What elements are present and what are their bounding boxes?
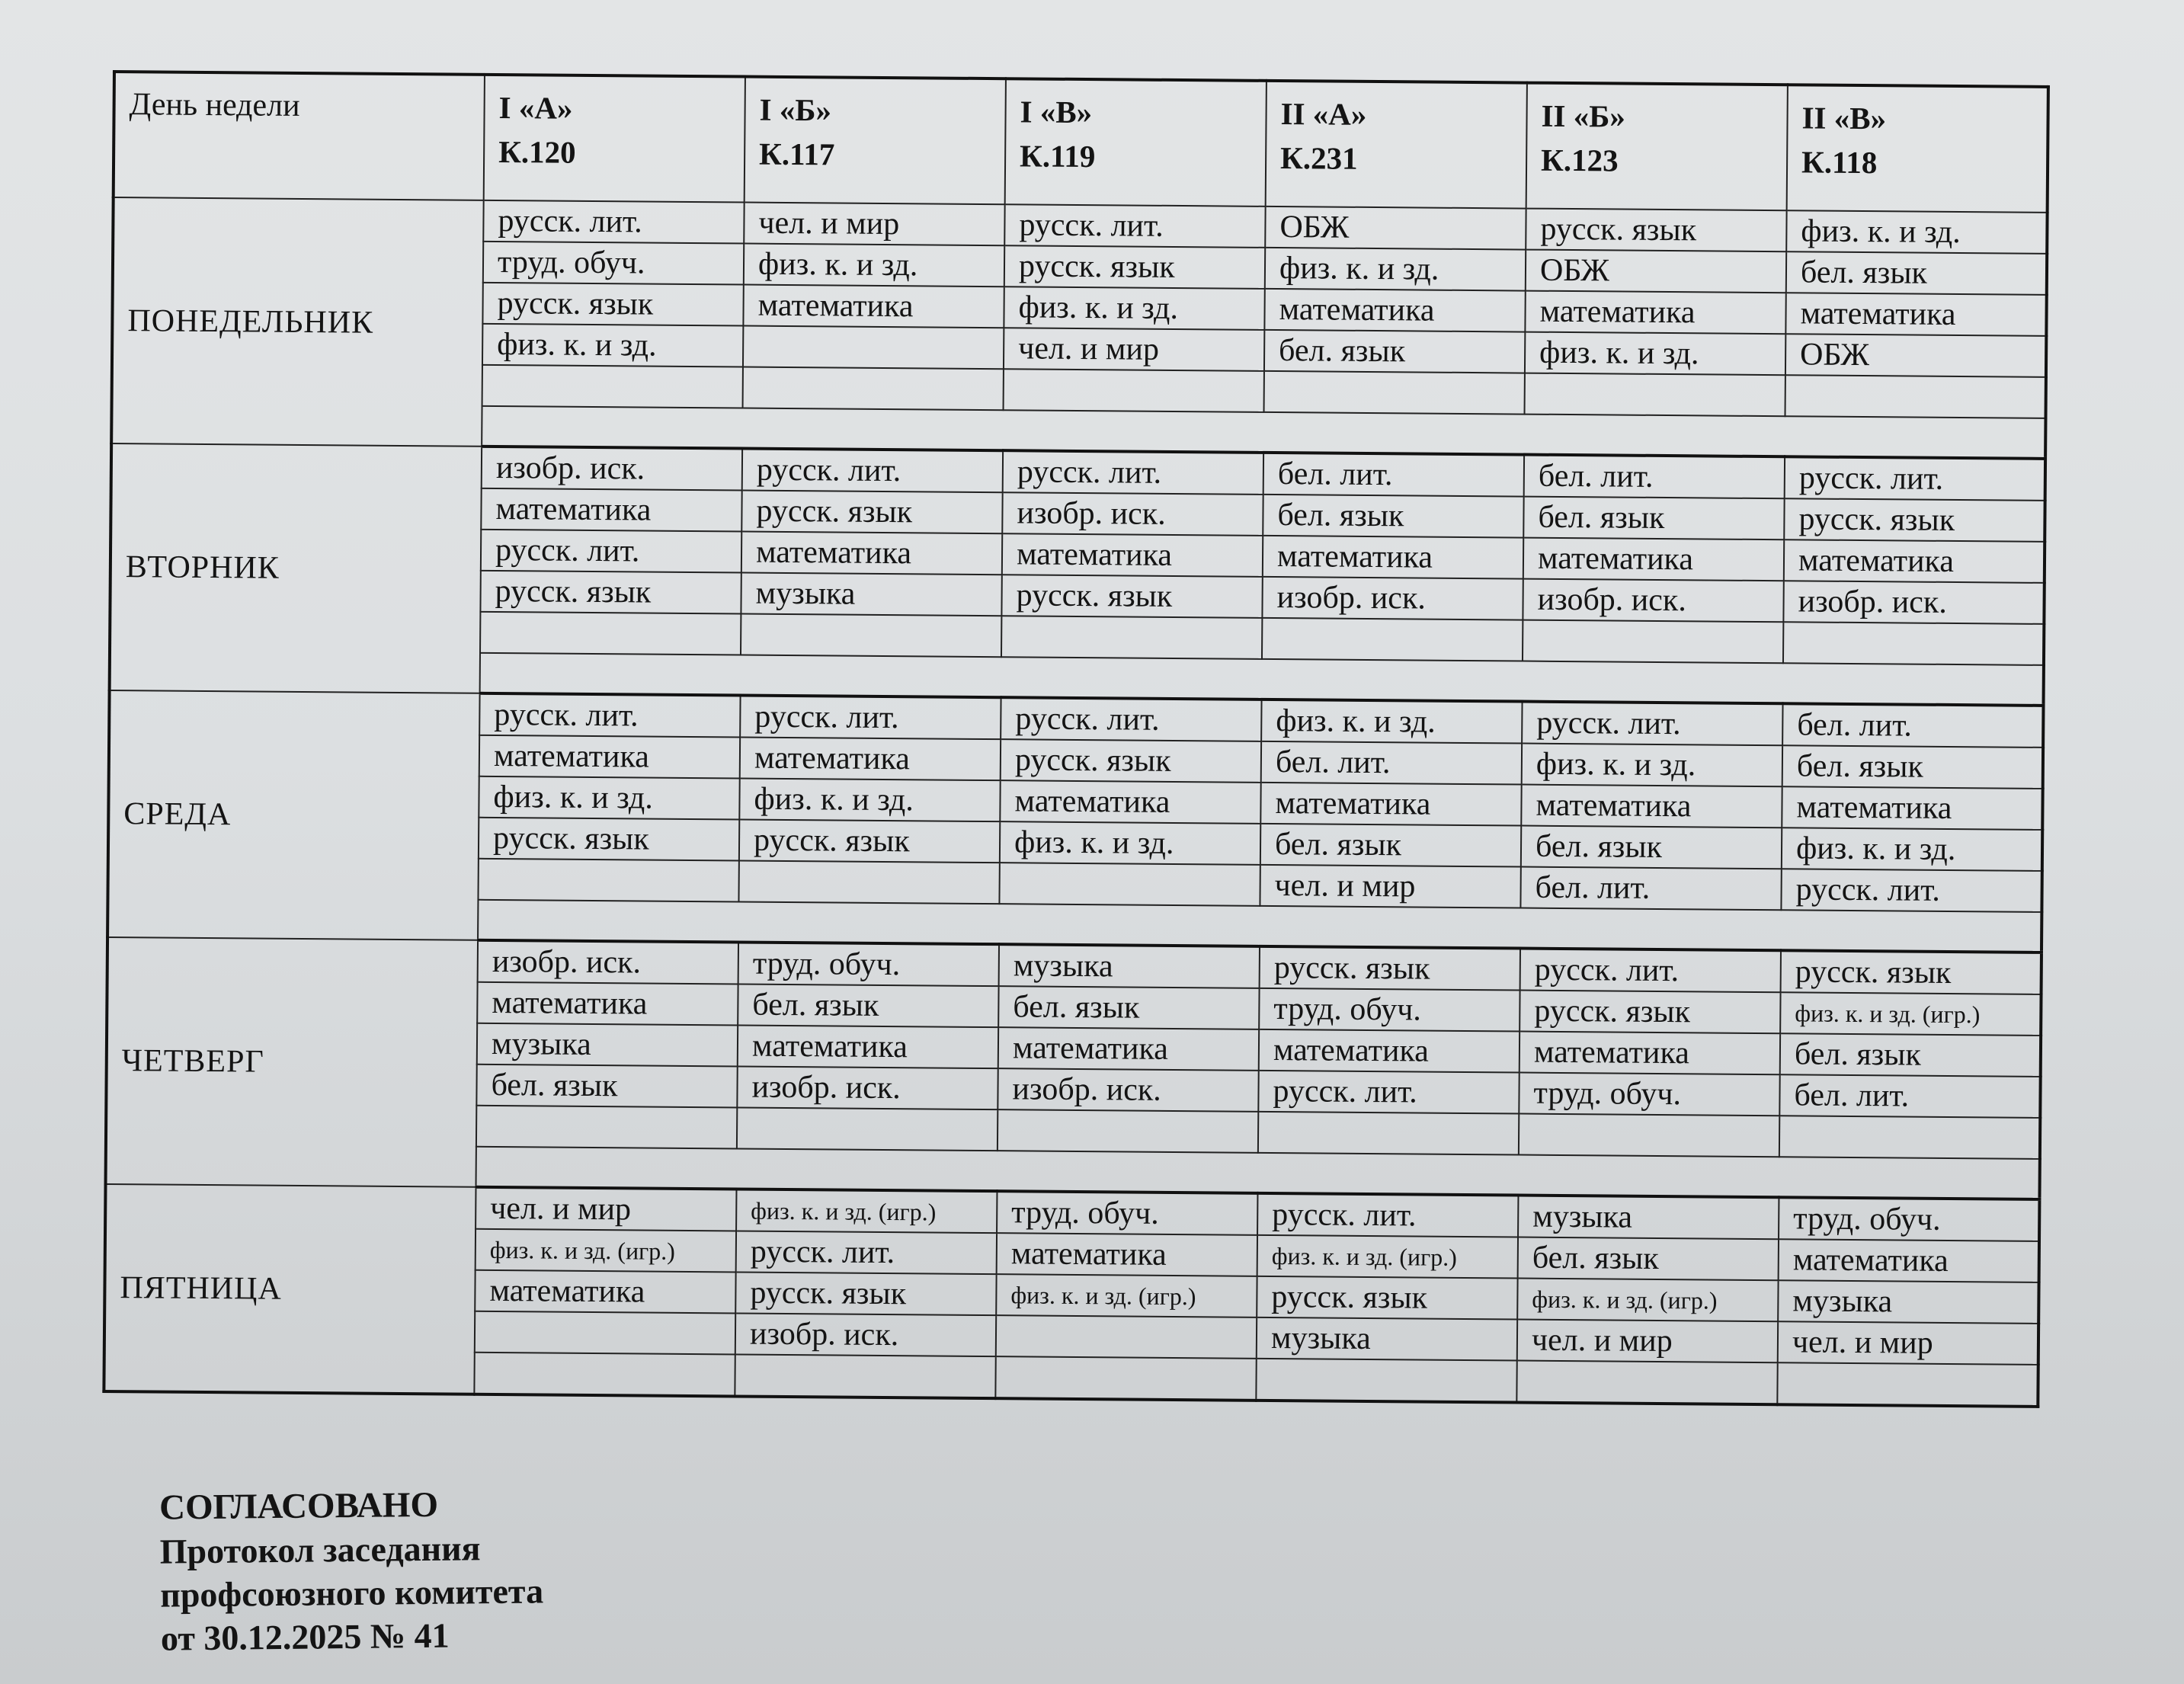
class-header [1526, 83, 1788, 211]
lesson-cell: бел. лит. [1779, 1074, 2040, 1118]
lesson-cell: математика [1520, 1032, 1780, 1075]
class-name: II «А» [1280, 96, 1367, 132]
lesson-cell: русск. язык [1257, 1276, 1517, 1320]
lesson-cell: бел. лит. [1782, 703, 2043, 748]
lesson-cell: чел. и мир [1778, 1321, 2038, 1365]
lesson-cell: бел. лит. [1263, 453, 1524, 497]
lesson-cell: русск. язык [1520, 991, 1780, 1034]
class-room: К.123 [1540, 142, 1619, 178]
lesson-cell: бел. язык [1782, 745, 2043, 789]
header-row [114, 72, 2048, 213]
empty-cell [743, 367, 1004, 411]
schedule-body [104, 197, 2047, 1407]
lesson-cell: математика [1523, 538, 1784, 581]
lesson-cell: математика [998, 1027, 1259, 1071]
lesson-cell: бел. язык [476, 1065, 737, 1108]
lesson-cell: музыка [477, 1023, 738, 1067]
empty-cell [737, 1107, 998, 1151]
lesson-cell: труд. обуч. [1519, 1073, 1779, 1116]
lesson-cell: русск. лит. [1004, 204, 1265, 248]
lesson-cell: физ. к. и зд. (игр.) [736, 1189, 997, 1233]
lesson-cell: математика [1002, 533, 1263, 577]
approval-line: от 30.12.2025 № 41 [160, 1615, 450, 1658]
lesson-cell: математика [997, 1233, 1257, 1276]
lesson-cell: музыка [1518, 1196, 1779, 1240]
lesson-cell: математика [1779, 1239, 2039, 1282]
lesson-cell [478, 859, 738, 902]
lesson-cell: изобр. иск. [478, 940, 738, 984]
empty-cell [998, 1109, 1258, 1153]
empty-cell [1523, 620, 1783, 664]
lesson-cell: математика [477, 982, 738, 1026]
lesson-cell: математика [479, 735, 740, 779]
lesson-cell: математика [1260, 783, 1521, 826]
lesson-cell: труд. обуч. [1779, 1197, 2039, 1241]
empty-cell [480, 612, 741, 655]
lesson-cell: русск. лит. [1258, 1071, 1519, 1114]
lesson-cell: русск. язык [1001, 739, 1261, 783]
lesson-cell: русск. язык [741, 491, 1002, 534]
day-name: ВТОРНИК [110, 443, 482, 693]
lesson-cell: музыка [1257, 1317, 1517, 1361]
class-header [484, 75, 745, 203]
lesson-cell: физ. к. и зд. [1004, 287, 1264, 330]
lesson-cell: русск. лит. [481, 530, 741, 573]
class-name: II «Б» [1541, 98, 1626, 134]
class-name: II «В» [1801, 100, 1887, 136]
empty-cell [1256, 1359, 1516, 1403]
lesson-cell: математика [475, 1270, 735, 1314]
lesson-cell: бел. язык [1523, 497, 1784, 540]
empty-cell [1262, 618, 1523, 661]
empty-cell [1779, 1116, 2040, 1159]
empty-cell [741, 613, 1001, 657]
lesson-cell: бел. язык [998, 986, 1259, 1029]
lesson-cell: бел. язык [1521, 826, 1782, 869]
empty-cell [482, 365, 743, 408]
empty-cell [1516, 1361, 1777, 1405]
lesson-cell: русск. лит. [1257, 1193, 1518, 1237]
lesson-cell: музыка [1778, 1280, 2038, 1324]
lesson-cell [999, 863, 1260, 906]
lesson-cell: русск. язык [1781, 950, 2041, 994]
lesson-cell: физ. к. и зд. [1261, 700, 1522, 744]
lesson-cell [738, 860, 999, 904]
lesson-cell: физ. к. и зд. (игр.) [1517, 1279, 1778, 1322]
lesson-cell: русск. язык [1784, 498, 2045, 542]
approval-block [159, 1482, 544, 1660]
lesson-cell: математика [741, 532, 1002, 575]
lesson-cell: русск. язык [739, 819, 1000, 863]
approval-title: СОГЛАСОВАНО [159, 1484, 439, 1528]
lesson-cell: математика [1525, 291, 1785, 335]
lesson-cell: русск. язык [479, 818, 739, 861]
lesson-cell: физ. к. и зд. [1000, 821, 1260, 865]
empty-cell [1785, 375, 2046, 418]
lesson-cell: физ. к. и зд. [1265, 248, 1526, 291]
lesson-cell: русск. язык [1001, 575, 1262, 618]
lesson-cell: русск. лит. [742, 449, 1003, 493]
lesson-cell: математика [1785, 293, 2046, 336]
lesson-cell: чел. и мир [1517, 1320, 1778, 1363]
day-name: ПЯТНИЦА [104, 1184, 476, 1394]
lesson-cell: математика [481, 488, 741, 532]
lesson-cell: русск. лит. [1785, 456, 2045, 501]
class-header [1266, 81, 1527, 209]
lesson-cell: русск. лит. [736, 1231, 997, 1274]
lesson-cell: русск. лит. [1003, 450, 1263, 495]
lesson-cell: бел. язык [1780, 1033, 2041, 1077]
lesson-cell: русск. лит. [1522, 702, 1782, 746]
lesson-cell: физ. к. и зд. [1522, 744, 1782, 787]
empty-cell [1783, 622, 2044, 665]
lesson-cell: математика [1521, 785, 1782, 828]
lesson-cell: труд. обуч. [997, 1191, 1257, 1235]
day-column-header: День недели [114, 72, 485, 200]
lesson-cell: русск. лит. [740, 695, 1001, 739]
day-name: СРЕДА [107, 690, 480, 940]
class-header [1005, 78, 1267, 206]
lesson-cell: музыка [741, 572, 1001, 616]
lesson-cell: чел. и мир [744, 203, 1004, 246]
class-name: I «А» [498, 89, 573, 126]
lesson-cell: изобр. иск. [482, 447, 742, 491]
class-room: К.119 [1019, 138, 1096, 174]
lesson-cell: физ. к. и зд. [1786, 210, 2047, 254]
lesson-cell: труд. обуч. [738, 942, 999, 986]
lesson-cell: физ. к. и зд. [744, 244, 1004, 287]
lesson-cell: труд. обуч. [1259, 988, 1520, 1032]
approval-line: профсоюзного комитета [160, 1571, 544, 1615]
lesson-cell: изобр. иск. [1523, 579, 1783, 623]
lesson-cell: изобр. иск. [998, 1068, 1258, 1112]
lesson-cell: ОБЖ [1785, 334, 2046, 377]
lesson-cell [743, 326, 1004, 370]
lesson-cell: бел. язык [1260, 824, 1521, 867]
lesson-cell: изобр. иск. [1783, 581, 2044, 624]
lesson-cell: изобр. иск. [1002, 492, 1263, 536]
lesson-cell: математика [1782, 786, 2042, 830]
lesson-cell: бел. язык [1264, 330, 1525, 373]
empty-cell [1258, 1112, 1519, 1155]
lesson-cell: чел. и мир [1004, 328, 1264, 371]
lesson-cell: физ. к. и зд. [482, 324, 743, 367]
lesson-cell: ОБЖ [1526, 250, 1786, 293]
class-name: I «Б» [759, 91, 832, 128]
class-room: К.120 [498, 133, 576, 170]
empty-cell [1525, 373, 1785, 417]
lesson-cell: музыка [999, 944, 1260, 988]
empty-cell [1004, 369, 1264, 412]
schedule-table [102, 70, 2050, 1408]
lesson-cell: изобр. иск. [735, 1313, 996, 1356]
empty-cell [735, 1354, 995, 1398]
lesson-cell: ОБЖ [1265, 206, 1526, 250]
day-name: ПОНЕДЕЛЬНИК [111, 197, 484, 447]
lesson-cell: бел. лит. [1524, 455, 1785, 499]
lesson-cell: физ. к. и зд. [1782, 828, 2042, 871]
lesson-cell: физ. к. и зд. (игр.) [1257, 1235, 1518, 1279]
lesson-cell: бел. язык [738, 984, 998, 1027]
lesson-cell: чел. и мир [1260, 865, 1520, 908]
class-name: I «В» [1020, 94, 1093, 130]
lesson-cell: чел. и мир [476, 1187, 736, 1231]
lesson-cell: изобр. иск. [737, 1066, 998, 1109]
lesson-cell: русск. лит. [479, 693, 740, 738]
lesson-cell: бел. лит. [1520, 867, 1781, 911]
lesson-cell: русск. язык [735, 1272, 996, 1315]
empty-cell [1001, 616, 1262, 659]
schedule-sheet [102, 70, 2048, 1471]
class-header [745, 77, 1006, 205]
lesson-cell: математика [1000, 780, 1260, 824]
lesson-cell: математика [1259, 1029, 1520, 1073]
lesson-cell: бел. лит. [1261, 741, 1522, 785]
day-name: ЧЕТВЕРГ [106, 937, 479, 1187]
empty-cell [476, 1106, 737, 1149]
lesson-cell: математика [1784, 539, 2045, 583]
lesson-cell: физ. к. и зд. [479, 776, 739, 820]
empty-cell [1777, 1362, 2038, 1407]
lesson-cell: бел. язык [1518, 1237, 1779, 1281]
approval-line: Протокол заседания [159, 1529, 481, 1571]
lesson-cell: математика [740, 737, 1001, 780]
lesson-cell: русск. лит. [1001, 697, 1261, 741]
lesson-cell: русск. лит. [1520, 949, 1781, 993]
lesson-cell: русск. язык [1004, 245, 1265, 289]
empty-cell [1519, 1114, 1779, 1157]
lesson-cell: физ. к. и зд. [739, 778, 1000, 821]
lesson-cell: русск. лит. [1781, 869, 2041, 912]
lesson-cell: русск. язык [480, 571, 741, 614]
lesson-cell: математика [1263, 536, 1523, 579]
empty-cell [1264, 371, 1525, 415]
lesson-cell: физ. к. и зд. [1525, 332, 1785, 376]
lesson-cell: бел. язык [1786, 251, 2047, 295]
lesson-cell: физ. к. и зд. (игр.) [476, 1229, 736, 1273]
lesson-cell: русск. язык [482, 283, 743, 326]
lesson-cell: русск. язык [1526, 209, 1786, 252]
lesson-cell: русск. язык [1260, 946, 1520, 991]
lesson-cell: физ. к. и зд. (игр.) [996, 1274, 1257, 1317]
class-header [1787, 85, 2048, 213]
class-room: К.118 [1801, 144, 1878, 181]
lesson-cell [996, 1315, 1257, 1359]
empty-cell [995, 1356, 1256, 1401]
lesson-cell: русск. лит. [483, 200, 744, 244]
class-room: К.231 [1279, 140, 1358, 176]
class-room: К.117 [758, 136, 835, 172]
lesson-cell: математика [743, 285, 1004, 328]
empty-cell [474, 1353, 735, 1397]
lesson-cell: изобр. иск. [1262, 577, 1523, 620]
lesson-cell: математика [1264, 289, 1525, 332]
lesson-cell [475, 1311, 735, 1355]
lesson-cell: математика [738, 1025, 998, 1068]
lesson-cell: бел. язык [1263, 495, 1523, 538]
lesson-cell: труд. обуч. [483, 242, 744, 285]
lesson-cell: физ. к. и зд. (игр.) [1780, 992, 2041, 1036]
